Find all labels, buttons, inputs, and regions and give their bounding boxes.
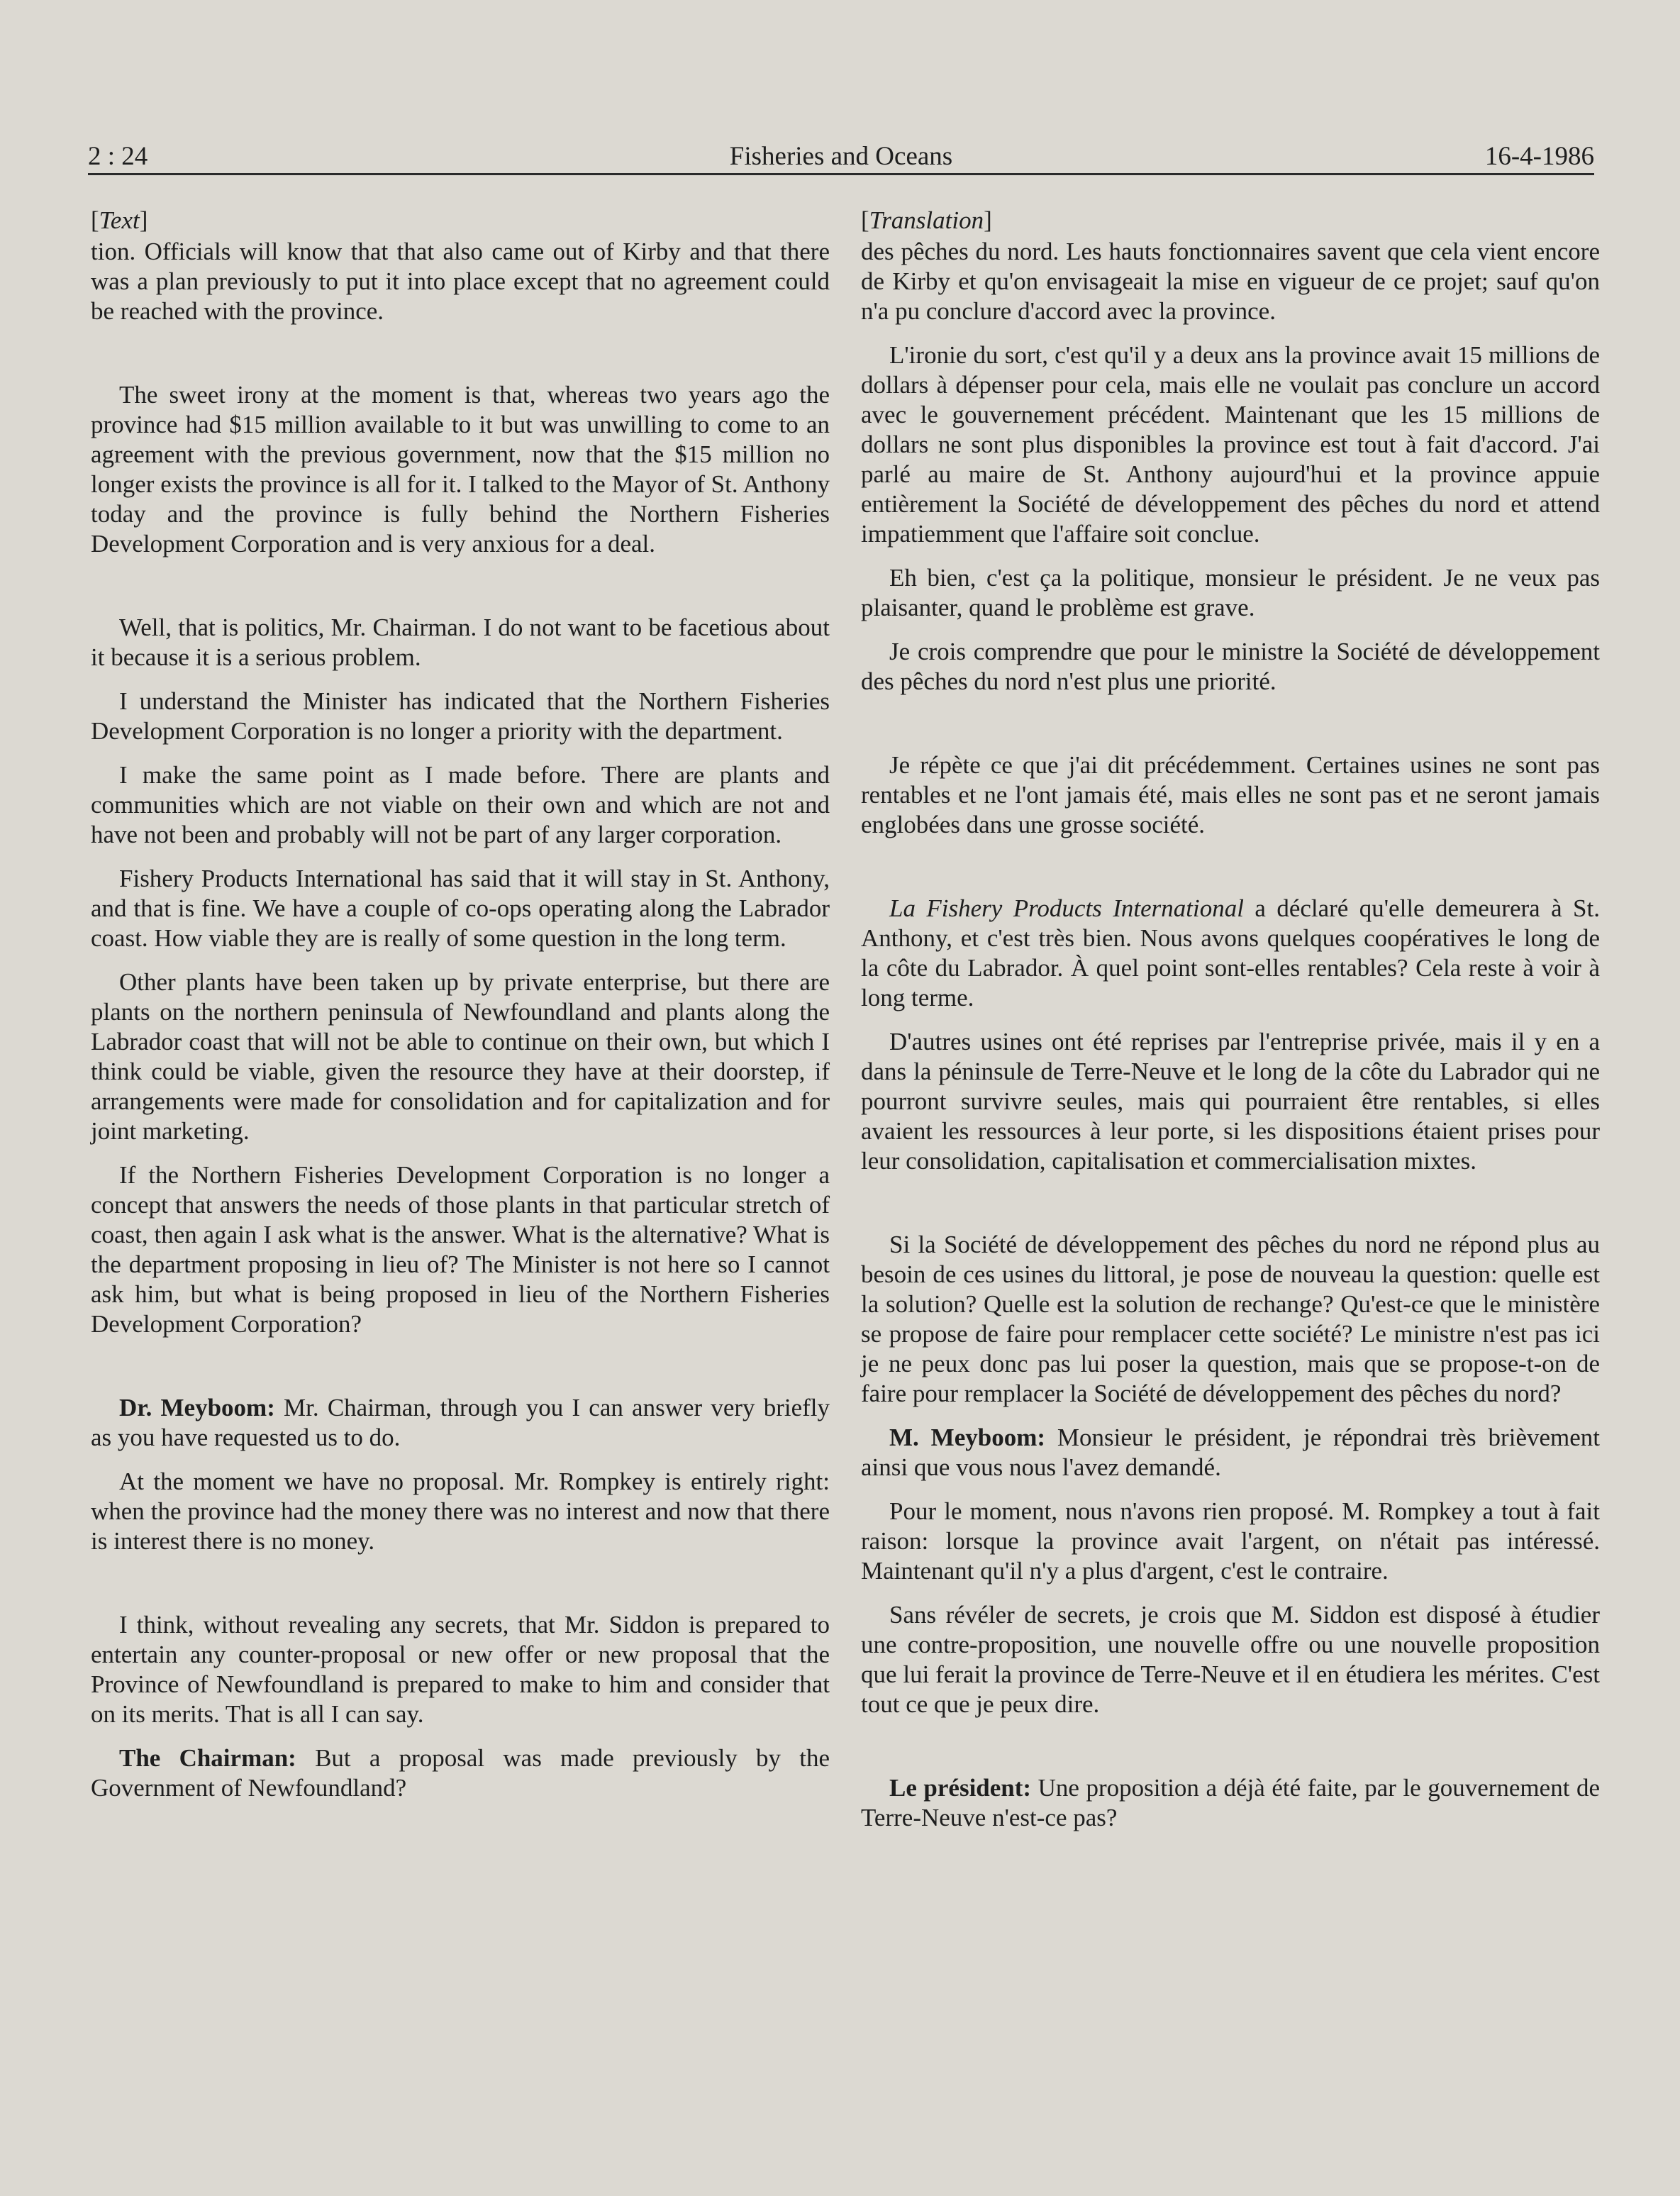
paragraph: Well, that is politics, Mr. Chairman. I do not want to be facetious about it because it is a serious problem. bbox=[91, 614, 830, 671]
speaker-paragraph: Le président: Une proposition a déjà été faite, par le gouvernement de Terre-Neuve n'est-ce pas? bbox=[861, 1774, 1600, 1831]
header-rule bbox=[88, 173, 1594, 175]
speaker-name: The Chairman: bbox=[119, 1744, 296, 1772]
paragraph: At the moment we have no proposal. Mr. Rompkey is entirely right: when the province had the money there was no interest and now that there is interest there is no money. bbox=[91, 1468, 830, 1555]
english-column bbox=[91, 206, 830, 1803]
french-column bbox=[861, 206, 1600, 1833]
paragraph: Fishery Products International has said that it will stay in St. Anthony, and that is fine. We have a couple of co-ops operating along the Labrador coast. How viable they are is really of some question in the long term. bbox=[91, 865, 830, 952]
paragraph: I think, without revealing any secrets, that Mr. Siddon is prepared to entertain any counter-proposal or new offer or new proposal that the Province of Newfoundland is prepared to make to him and consider that on its merits. That is all I can say. bbox=[91, 1611, 830, 1728]
paragraph: Eh bien, c'est ça la politique, monsieur le président. Je ne veux pas plaisanter, quand le problème est grave. bbox=[861, 564, 1600, 621]
column-label-text: [Text] bbox=[91, 206, 148, 234]
paragraph: I make the same point as I made before. There are plants and communities which are not viable on their own and which are not and have not been and probably will not be part of any larger corporation. bbox=[91, 761, 830, 848]
paragraph: L'ironie du sort, c'est qu'il y a deux ans la province avait 15 millions de dollars à dépenser pour cela, mais elle ne voulait pas conclure un accord avec le gouvernement précédent. Maintenant que les 15 millions de dollars ne sont plus disponibles la province est tout à fait d'accord. J'ai parlé au maire de St. Anthony aujourd'hui et la province appuie entièrement la Société de développement des pêches du nord et attend impatiemment que l'affaire soit conclue. bbox=[861, 341, 1600, 548]
page-number: 2 : 24 bbox=[88, 142, 148, 171]
speaker-name: Dr. Meyboom: bbox=[119, 1394, 275, 1421]
paragraph: Sans révéler de secrets, je crois que M. Siddon est disposé à étudier une contre-proposition, une nouvelle offre ou une nouvelle proposition que lui ferait la province de Terre-Neuve et il en étudiera les mérites. C'est tout ce que je peux dire. bbox=[861, 1601, 1600, 1718]
paragraph: Si la Société de développement des pêches du nord ne répond plus au besoin de ces usines du littoral, je pose de nouveau la question: quelle est la solution? Quelle est la solution de rechange? Qu'est-ce que le ministère se propose de faire pour remplacer cette société? Le ministre n'est pas ici je ne peux donc pas lui poser la question, mais que se propose-t-on de faire pour remplacer la Société de développement des pêches du nord? bbox=[861, 1231, 1600, 1407]
paragraph: des pêches du nord. Les hauts fonctionnaires savent que cela vient encore de Kirby et qu'on envisageait la mise en vigueur de ce projet; sauf qu'on n'a pu conclure d'accord avec la province. bbox=[861, 238, 1600, 325]
paragraph: If the Northern Fisheries Development Corporation is no longer a concept that answers the needs of those plants in that particular stretch of coast, then again I ask what is the answer. What is the alternative? What is the department proposing in lieu of? The Minister is not here so I cannot ask him, but what is being proposed in lieu of the Northern Fisheries Development Corporation? bbox=[91, 1161, 830, 1338]
header-title: Fisheries and Oceans bbox=[729, 142, 953, 171]
italic-company-name: La Fishery Products International bbox=[889, 894, 1244, 922]
paragraph: D'autres usines ont été reprises par l'entreprise privée, mais il y en a dans la péninsule de Terre-Neuve et le long de la côte du Labrador qui ne pourront survivre seules, mais qui pourraient être rentables, si elles avaient les ressources à leur porte, si les dispositions étaient prises pour leur consolidation, capitalisation et commercialisation mixtes. bbox=[861, 1028, 1600, 1175]
paragraph: Other plants have been taken up by private enterprise, but there are plants on the northern peninsula of Newfoundland and plants along the Labrador coast that will not be able to continue on their own, but which I think could be viable, given the resource they have at their doorstep, if arrangements were made for consolidation and for capitalization and for joint marketing. bbox=[91, 968, 830, 1145]
speaker-paragraph: Dr. Meyboom: Mr. Chairman, through you I can answer very briefly as you have requested us to do. bbox=[91, 1394, 830, 1451]
paragraph: Je répète ce que j'ai dit précédemment. Certaines usines ne sont pas rentables et ne l'ont jamais été, mais elles ne sont pas et ne seront jamais englobées dans une grosse société. bbox=[861, 751, 1600, 838]
header-date: 16-4-1986 bbox=[1484, 142, 1594, 171]
paragraph: Je crois comprendre que pour le ministre la Société de développement des pêches du nord n'est plus une priorité. bbox=[861, 638, 1600, 695]
speaker-paragraph: The Chairman: But a proposal was made previously by the Government of Newfoundland? bbox=[91, 1744, 830, 1802]
column-label-translation: [Translation] bbox=[861, 206, 992, 234]
paragraph: I understand the Minister has indicated that the Northern Fisheries Development Corporation is no longer a priority with the department. bbox=[91, 687, 830, 745]
speaker-name: Le président: bbox=[889, 1774, 1032, 1802]
page-header bbox=[88, 136, 1594, 179]
paragraph: tion. Officials will know that that also came out of Kirby and that there was a plan previously to put it into place except that no agreement could be reached with the province. bbox=[91, 238, 830, 325]
paragraph: The sweet irony at the moment is that, whereas two years ago the province had $15 million available to it but was unwilling to come to an agreement with the previous government, now that the $15 million no longer exists the province is all for it. I talked to the Mayor of St. Anthony today and the province is fully behind the Northern Fisheries Development Corporation and is very anxious for a deal. bbox=[91, 381, 830, 558]
speaker-name: M. Meyboom: bbox=[889, 1424, 1046, 1451]
paragraph: La Fishery Products International a déclaré qu'elle demeurera à St. Anthony, et c'est très bien. Nous avons quelques coopératives le long de la côte du Labrador. À quel point sont-elles rentables? Cela reste à voir à long terme. bbox=[861, 894, 1600, 1011]
paragraph: Pour le moment, nous n'avons rien proposé. M. Rompkey a tout à fait raison: lorsque la province avait l'argent, on n'était pas intéressé. Maintenant qu'il n'y a plus d'argent, c'est le contraire. bbox=[861, 1497, 1600, 1585]
speaker-paragraph: M. Meyboom: Monsieur le président, je répondrai très brièvement ainsi que vous nous l'avez demandé. bbox=[861, 1424, 1600, 1481]
